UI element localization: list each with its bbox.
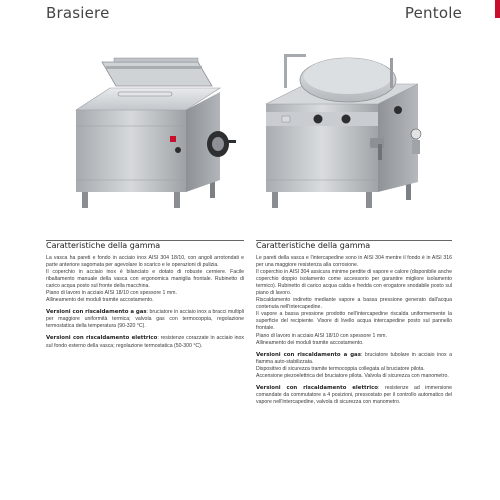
right-paragraph: Piano di lavoro in acciaio AISI 18/10 con spessore 1 mm. — [256, 332, 387, 339]
left-paragraph: La vasca ha pareti e fondo in acciaio inox AISI 304 18/10, con angoli arrotondati e parte anteriore sagomata per agevolare lo scarico e le operazioni di pulizia. — [46, 255, 244, 269]
right-elec-lead: Versioni con riscaldamento elettrico — [256, 384, 378, 391]
tilting-bratt-pan-icon — [62, 40, 240, 218]
left-elec-text: : resistenze corazzate in acciaio inox sul fondo esterno della vasca; regolazione termostatica (50-300 °C). — [46, 335, 244, 349]
brand-accent-mark — [495, 0, 500, 18]
boiling-pan-icon — [258, 40, 438, 218]
right-paragraph: Dispositivo di sicurezza tramite termocoppia collegata al bruciatore pilota. — [256, 365, 425, 372]
right-gas-lead: Versioni con riscaldamento a gas — [256, 351, 361, 358]
right-paragraph: Allineamento dei moduli tramite accostamento. — [256, 339, 364, 346]
left-paragraph: Allineamento dei moduli tramite accostamento. — [46, 297, 154, 304]
right-elec-text: : resistenze ad immersione comandate da commutatore a 4 posizioni, pressostato per il controllo automatico del vapore nell'intercapedine, valvola di sicurezza con manometro. — [256, 384, 452, 405]
left-gas-version — [46, 309, 244, 330]
right-paragraph: Le pareti della vasca e l'intercapedine sono in AISI 304 mentre il fondo è in AISI 316 per una maggiore resistenza alla corrosione. — [256, 255, 452, 269]
right-paragraph: Il coperchio in AISI 304 assicura minime perdite di vapore e calore (disponibile anche coperchio doppio isolamento come accessorio per garantire migliore isolamento termico). Rubinetto di carico acqua calda e fredda con erogatore snodabile posto sul piano di lavoro. — [256, 269, 452, 297]
right-paragraph: Riscaldamento indiretto mediante vapore a bassa pressione generato dall'acqua contenuta nell'intercapedine. — [256, 297, 452, 311]
left-electric-version — [46, 335, 244, 349]
right-features-heading: Caratteristiche della gamma — [256, 241, 371, 250]
right-gas-text: : bruciatore tubolare in acciaio inox a fiamma auto-stabilizzata. — [256, 351, 452, 365]
bratt-pan-features — [46, 241, 244, 350]
right-electric-version — [256, 385, 452, 406]
left-gas-text: : bruciatore in acciaio inox a bracci multipli per maggiore uniformità termica; valvola gas con termocoppia, regolazione termostatica della temperatura (90-320 °C). — [46, 309, 244, 330]
right-section-title: Pentole — [404, 4, 462, 22]
right-paragraph: Accensione piezoelettrica del bruciatore pilota. Valvola di sicurezza con manometro. — [256, 372, 449, 379]
left-elec-lead: Versioni con riscaldamento elettrico — [46, 335, 158, 342]
right-gas-version — [256, 352, 452, 366]
left-gas-lead: Versioni con riscaldamento a gas — [46, 309, 147, 316]
left-section-title: Brasiere — [46, 4, 110, 22]
left-paragraph: Il coperchio in acciaio inox è bilanciato e dotato di robuste cerniere. Facile ribaltamento manuale della vasca con ergonomica maniglia frontale. Rubinetto di carico acqua posto sul fronte della macchina. — [46, 269, 244, 290]
left-features-heading: Caratteristiche della gamma — [46, 241, 161, 250]
left-paragraph: Piano di lavoro in acciaio AISI 18/10 con spessore 1 mm. — [46, 290, 177, 297]
boiling-pan-features — [256, 241, 452, 406]
right-paragraph: Il vapore a bassa pressione prodotto nell'intercapedine riscalda uniformemente la superficie del recipiente. Visore di livello acqua intercapedine posto sul pannello frontale. — [256, 311, 452, 332]
